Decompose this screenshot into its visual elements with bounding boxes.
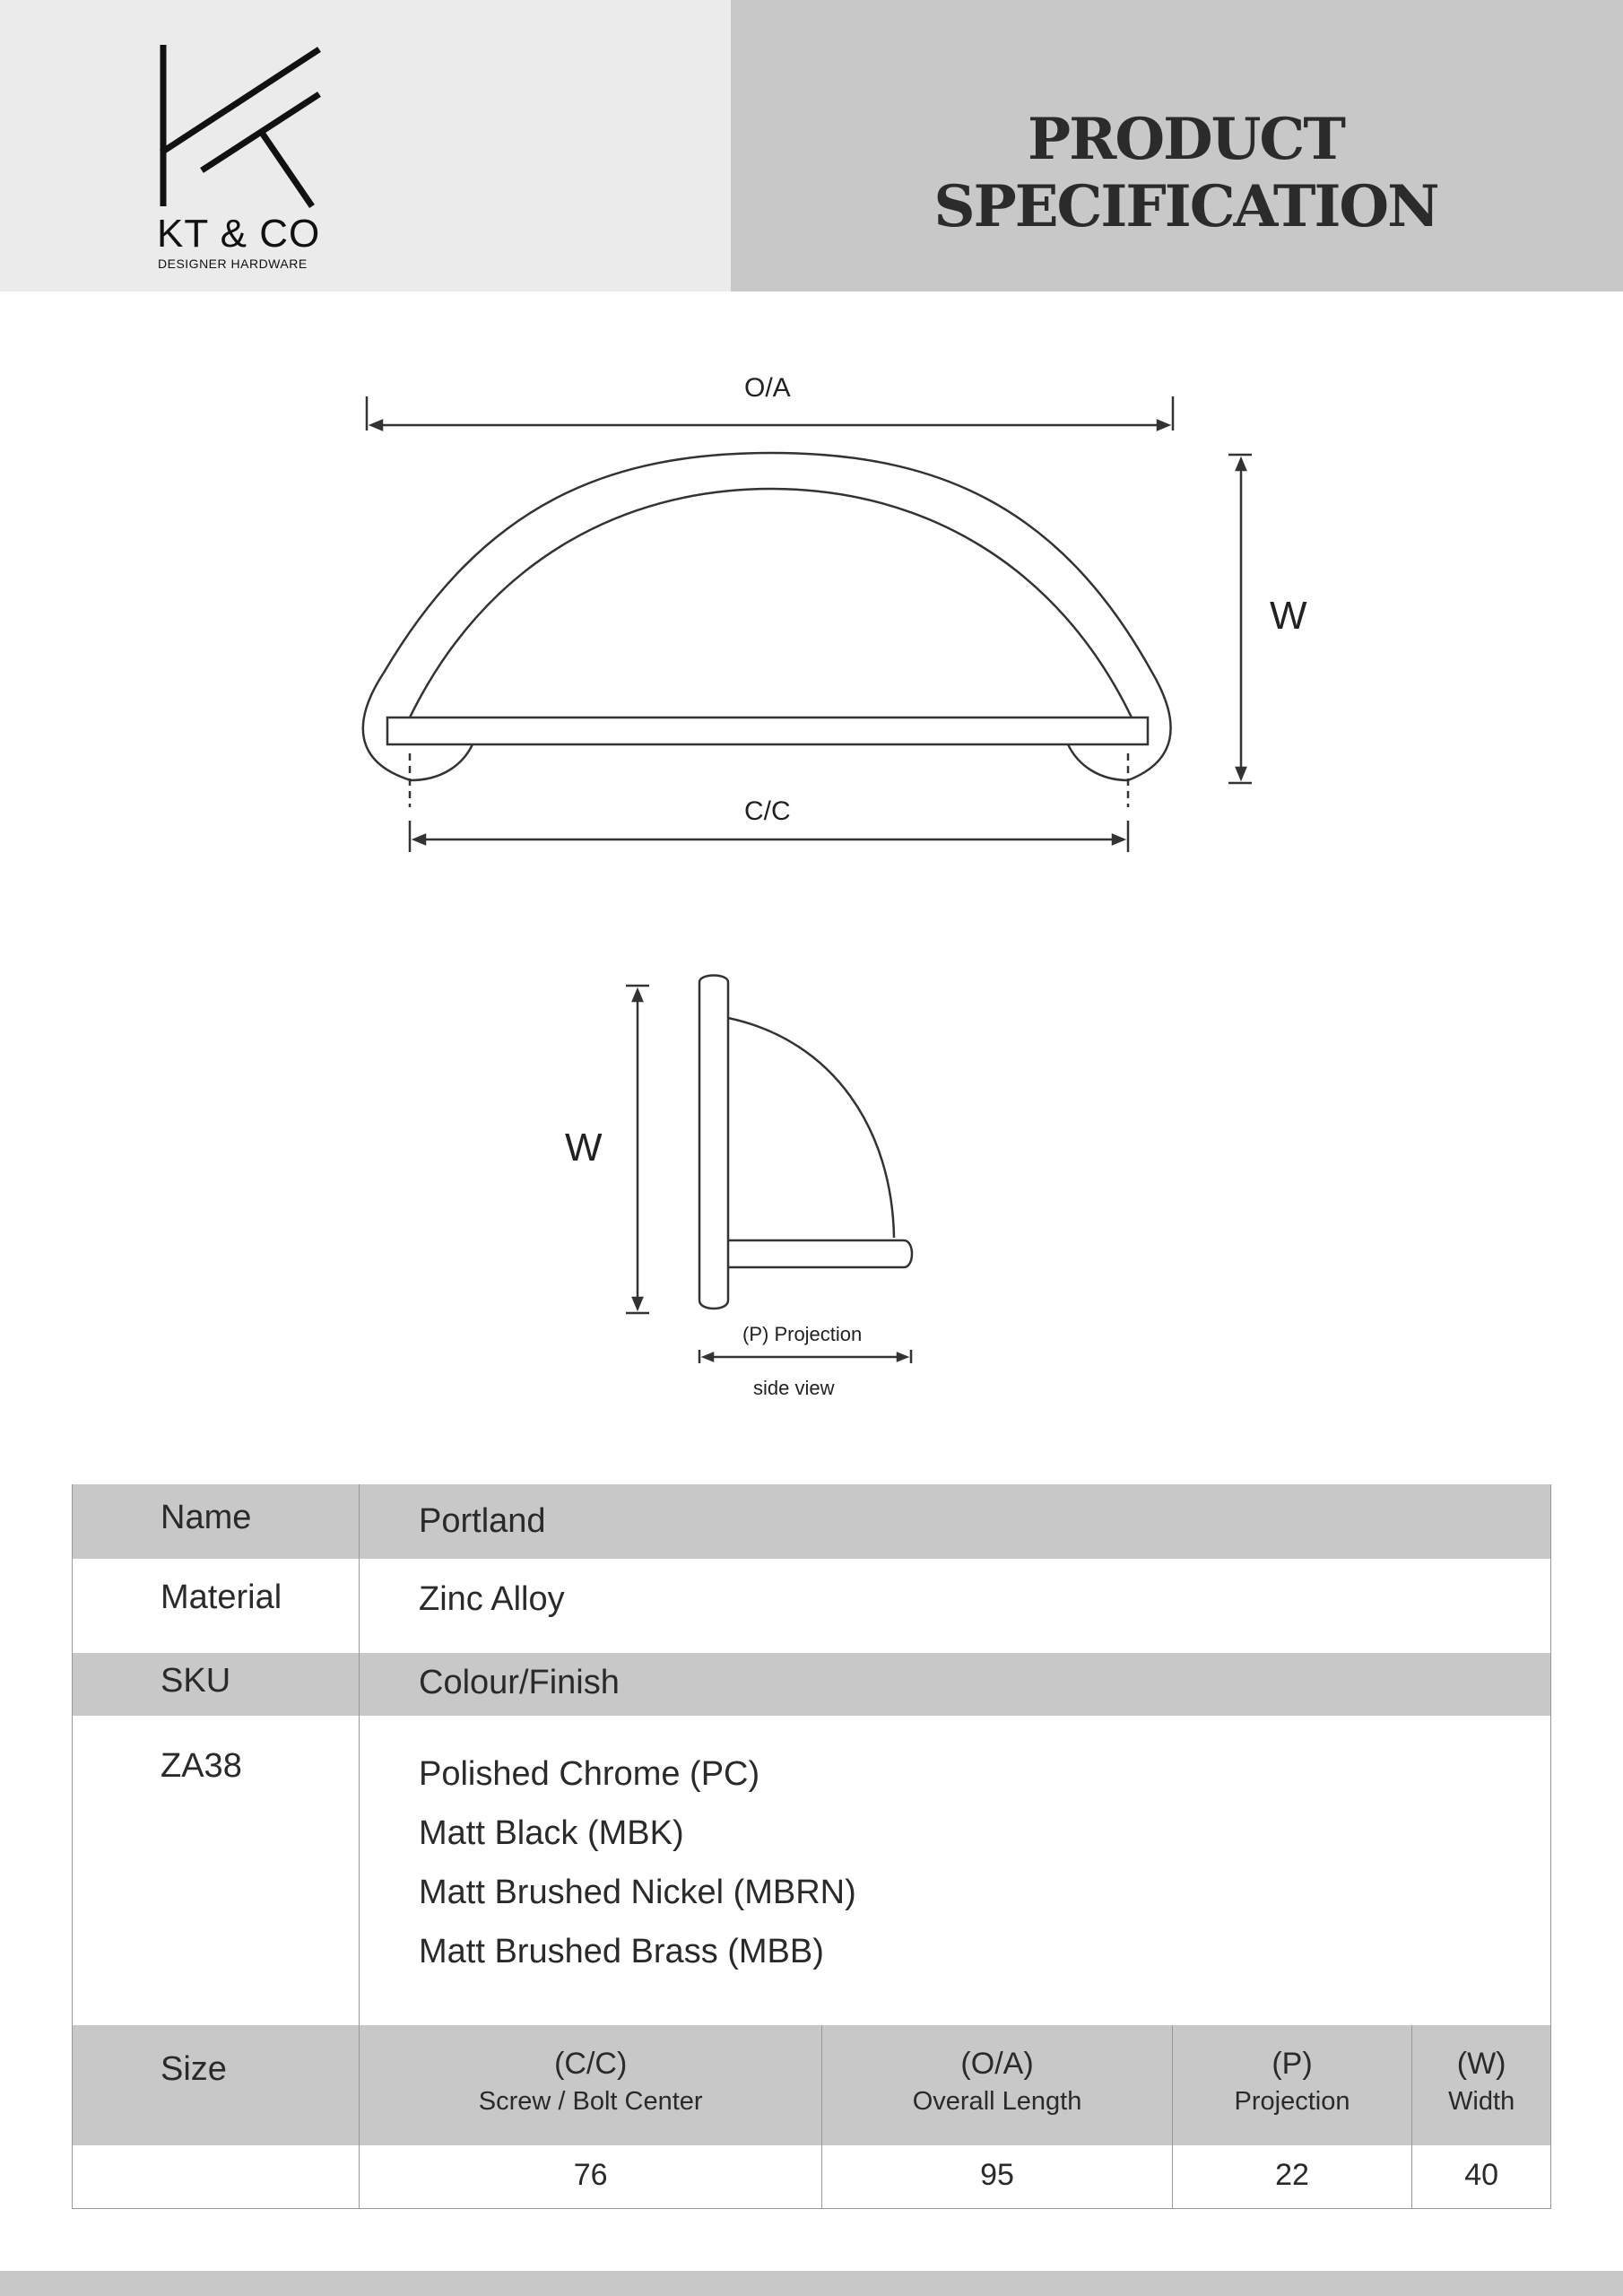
spec-table xyxy=(72,1484,1551,2209)
brand-tagline: DESIGNER HARDWARE xyxy=(158,257,308,271)
material-value: Zinc Alloy xyxy=(419,1580,565,1618)
w-code: (W) xyxy=(1456,2047,1506,2081)
oa-code: (O/A) xyxy=(960,2047,1034,2081)
size-col-p xyxy=(1172,2025,1412,2145)
size-header-row xyxy=(73,2025,1551,2145)
cc-desc: Screw / Bolt Center xyxy=(478,2087,703,2116)
size-values-label xyxy=(73,2145,360,2208)
side-view-caption: side view xyxy=(753,1377,835,1399)
p-value: 22 xyxy=(1172,2145,1412,2208)
brand-name: KT & CO xyxy=(157,212,321,256)
size-col-cc xyxy=(360,2025,822,2145)
side-width-label: W xyxy=(565,1126,603,1170)
w-value: 40 xyxy=(1412,2145,1551,2208)
name-label: Name xyxy=(73,1484,360,1559)
p-code: (P) xyxy=(1271,2047,1313,2081)
size-col-w xyxy=(1412,2025,1551,2145)
page-title: PRODUCT SPECIFICATION xyxy=(933,106,1438,240)
sku-header-row xyxy=(73,1653,1551,1716)
w-desc: Width xyxy=(1448,2087,1515,2116)
size-col-oa xyxy=(822,2025,1172,2145)
name-row xyxy=(73,1484,1551,1559)
oa-value: 95 xyxy=(822,2145,1172,2208)
finish-item: Polished Chrome (PC) xyxy=(419,1755,760,1793)
finish-header: Colour/Finish xyxy=(419,1664,620,1701)
finish-list xyxy=(360,1716,1551,2025)
cc-value: 76 xyxy=(360,2145,822,2208)
oa-desc: Overall Length xyxy=(912,2087,1082,2116)
p-desc: Projection xyxy=(1234,2087,1350,2116)
sku-code: ZA38 xyxy=(73,1716,360,2025)
finish-item: Matt Brushed Brass (MBB) xyxy=(419,1933,824,1970)
cc-label: C/C xyxy=(744,796,791,826)
sku-label: SKU xyxy=(73,1653,360,1716)
name-value: Portland xyxy=(419,1502,546,1540)
footer-bar xyxy=(0,2271,1623,2296)
front-width-label: W xyxy=(1270,594,1307,638)
material-label: Material xyxy=(73,1559,360,1653)
material-row xyxy=(73,1559,1551,1653)
finish-item: Matt Black (MBK) xyxy=(419,1814,684,1852)
cc-code: (C/C) xyxy=(554,2047,628,2081)
oa-label: O/A xyxy=(744,373,791,403)
size-label: Size xyxy=(73,2025,360,2145)
projection-label: (P) Projection xyxy=(742,1323,863,1345)
size-values-row xyxy=(73,2145,1551,2208)
finish-item: Matt Brushed Nickel (MBRN) xyxy=(419,1874,856,1911)
sku-row xyxy=(73,1716,1551,2025)
